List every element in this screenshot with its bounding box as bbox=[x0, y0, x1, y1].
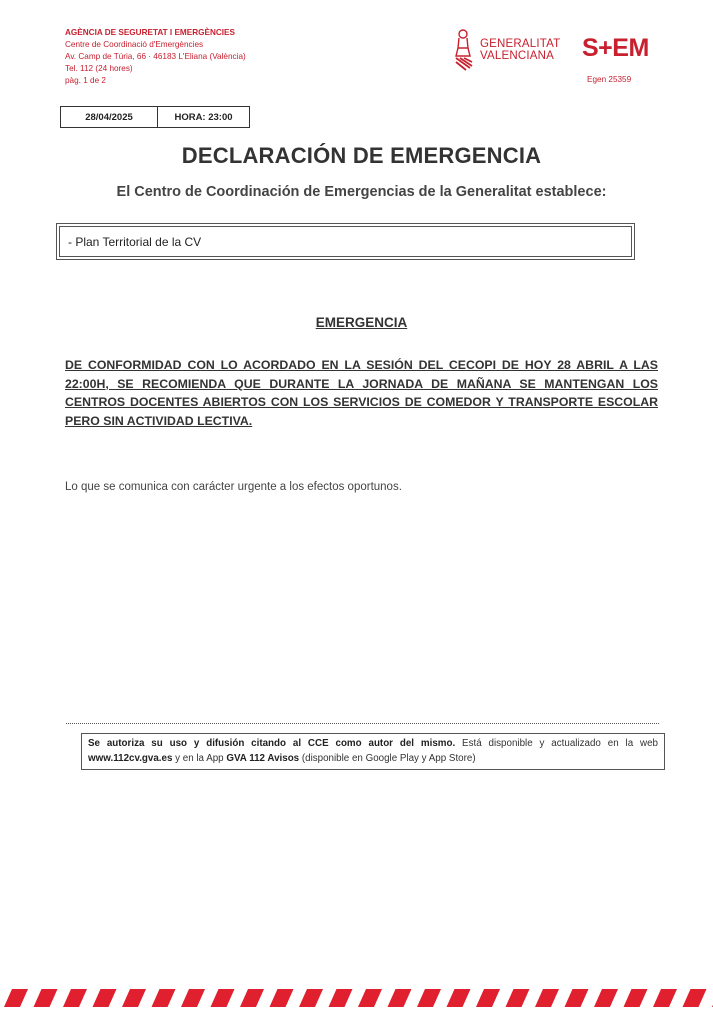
document-code: Egen 25359 bbox=[587, 75, 632, 84]
org-name: AGÈNCIA DE SEGURETAT I EMERGÈNCIES bbox=[65, 28, 235, 37]
stripe-segment bbox=[653, 989, 677, 1007]
stripe-segment bbox=[565, 989, 589, 1007]
stripe-segment bbox=[594, 989, 618, 1007]
notice-text-1: Está disponible y actualizado en la web bbox=[455, 738, 658, 749]
closing-text: Lo que se comunica con carácter urgente a los efectos oportunos. bbox=[65, 481, 402, 493]
stripe-segment bbox=[683, 989, 707, 1007]
stripe-segment bbox=[358, 989, 382, 1007]
date-field: 28/04/2025 bbox=[60, 106, 158, 128]
section-heading: EMERGENCIA bbox=[315, 315, 408, 330]
generalitat-emblem-icon bbox=[454, 28, 476, 72]
stripe-segment bbox=[240, 989, 264, 1007]
plan-box bbox=[56, 223, 635, 260]
page-title: DECLARACIÓN DE EMERGENCIA bbox=[181, 143, 542, 168]
dotted-divider bbox=[66, 723, 659, 724]
sem-logo: S+EM bbox=[582, 34, 649, 62]
stripe-segment bbox=[211, 989, 235, 1007]
stripe-segment bbox=[299, 989, 323, 1007]
header-organization bbox=[65, 27, 246, 87]
stripe-segment bbox=[93, 989, 117, 1007]
notice-authorization: Se autoriza su uso y difusión citando al CCE como autor del mismo. bbox=[88, 738, 456, 749]
stripe-segment bbox=[476, 989, 500, 1007]
stripe-segment bbox=[152, 989, 176, 1007]
stripe-segment bbox=[506, 989, 530, 1007]
notice-app-name: GVA 112 Avisos bbox=[226, 752, 300, 764]
stripe-segment bbox=[388, 989, 412, 1007]
stripe-segment bbox=[447, 989, 471, 1007]
time-field: HORA: 23:00 bbox=[158, 106, 250, 128]
org-address: Av. Camp de Túria, 66 · 46183 L'Eliana (València) bbox=[65, 52, 246, 61]
stripe-segment bbox=[624, 989, 648, 1007]
stripe-segment bbox=[122, 989, 146, 1007]
stripe-segment bbox=[270, 989, 294, 1007]
notice-text-3: (disponible en Google Play y App Store) bbox=[299, 752, 476, 764]
generalitat-logo bbox=[454, 28, 566, 72]
stripe-segment bbox=[34, 989, 58, 1007]
stripe-segment bbox=[63, 989, 87, 1007]
logo-line1: GENERALITAT bbox=[480, 37, 561, 50]
plan-text: - Plan Territorial de la CV bbox=[59, 226, 632, 257]
stripe-segment bbox=[181, 989, 205, 1007]
notice-box bbox=[81, 733, 665, 770]
generalitat-wordmark bbox=[480, 38, 560, 63]
declaration-body: DE CONFORMIDAD CON LO ACORDADO EN LA SESIÓN DEL CECOPI DE HOY 28 ABRIL A LAS 22:00H, SE RECOMIENDA QUE DURANTE LA JORNADA DE MAÑANA SE MANTENGAN LOS CENTROS DOCENTES ABIERTOS CON LOS SERVICIOS DE COMEDOR Y TRANSPORTE ESCOLAR PERO SIN ACTIVIDAD LECTIVA. bbox=[65, 358, 658, 428]
page-number: pàg. 1 de 2 bbox=[65, 76, 106, 85]
notice-text-2: y en la App bbox=[172, 752, 227, 764]
footer-stripe-bar bbox=[0, 988, 713, 1008]
page-subtitle: El Centro de Coordinación de Emergencias de la Generalitat establece: bbox=[116, 184, 607, 200]
stripe-segment bbox=[535, 989, 559, 1007]
logo-line2: VALENCIANA bbox=[480, 50, 555, 62]
org-center: Centre de Coordinació d'Emergències bbox=[65, 40, 204, 49]
datetime-row bbox=[60, 106, 250, 128]
stripe-segment bbox=[417, 989, 441, 1007]
org-phone: Tel. 112 (24 hores) bbox=[65, 64, 133, 73]
stripe-segment bbox=[4, 989, 28, 1007]
notice-website-link[interactable]: www.112cv.gva.es bbox=[88, 752, 173, 764]
stripe-segment bbox=[329, 989, 353, 1007]
